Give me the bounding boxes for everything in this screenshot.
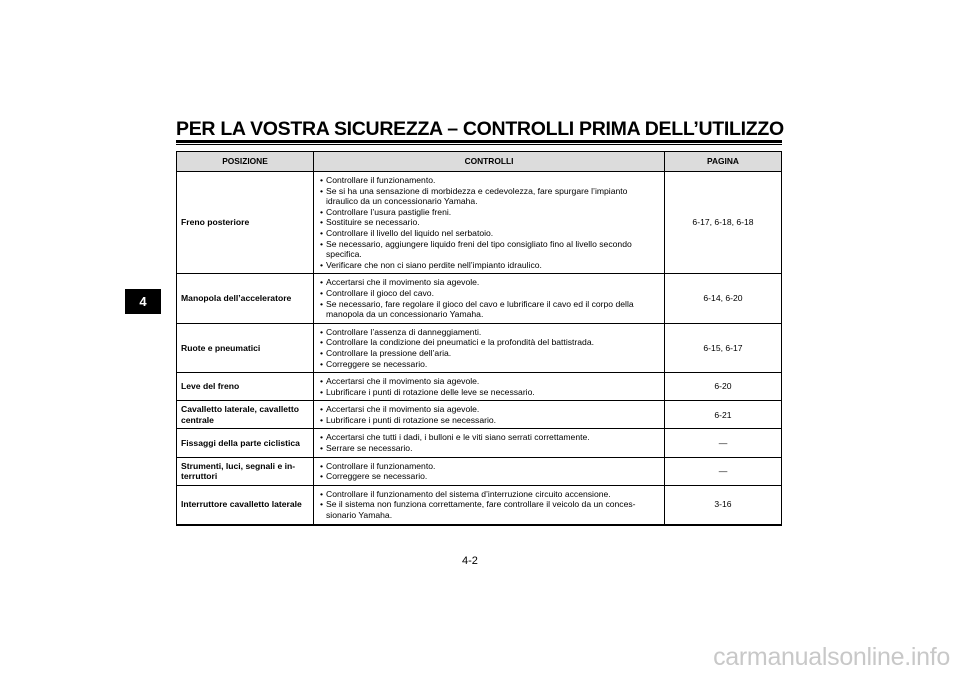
check-item: • Controllare la condizione dei pneumatici e la profondità del battistrada. [318,337,660,348]
checks-list [318,432,660,453]
check-item: • Lubrificare i punti di rotazione delle leve se necessario. [318,387,660,398]
checks-cell [314,485,665,524]
table-body [177,172,782,525]
page-ref-cell: 6-17, 6-18, 6-18 [665,172,782,274]
position-cell: Ruote e pneumatici [177,323,314,372]
check-item: • Sostituire se necessario. [318,217,660,228]
position-cell: Leve del freno [177,373,314,401]
checks-list [318,404,660,425]
page-ref-cell: 6-15, 6-17 [665,323,782,372]
check-item: • Controllare il funzionamento del sistema d’interruzione circuito accensione. [318,489,660,500]
checks-list [318,277,660,319]
position-cell: Manopola dell’acceleratore [177,274,314,323]
checks-list [318,376,660,397]
checks-cell [314,172,665,274]
check-item: • Lubrificare i punti di rotazione se necessario. [318,415,660,426]
checks-cell [314,323,665,372]
check-item: • Serrare se necessario. [318,443,660,454]
page-number: 4-2 [462,555,478,567]
page-title: PER LA VOSTRA SICUREZZA – CONTROLLI PRIMA DELL’UTILIZZO [176,118,784,140]
page-ref-cell: 6-20 [665,373,782,401]
checks-list [318,175,660,270]
check-item: • Controllare il funzionamento. [318,461,660,472]
check-item: • Controllare il gioco del cavo. [318,288,660,299]
position-cell: Strumenti, luci, segnali e in-terruttori [177,457,314,485]
table-row [177,373,782,401]
title-rule [176,140,782,143]
check-item: • Controllare l’usura pastiglie freni. [318,207,660,218]
checks-cell [314,274,665,323]
column-header-checks: CONTROLLI [314,152,665,172]
check-item: • Accertarsi che tutti i dadi, i bulloni e le viti siano serrati correttamente. [318,432,660,443]
check-item: • Controllare l’assenza di danneggiamenti. [318,327,660,338]
page-ref-cell: — [665,457,782,485]
page-ref-cell: 6-14, 6-20 [665,274,782,323]
check-item: • Accertarsi che il movimento sia agevole. [318,404,660,415]
check-item: • Se necessario, fare regolare il gioco del cavo e lubrificare il cavo ed il corpo della manopola da un concessionario Yamaha. [318,299,660,320]
table-row [177,429,782,457]
checks-cell [314,401,665,429]
check-item: • Se necessario, aggiungere liquido freni del tipo consigliato fino al livello secondo specifica. [318,239,660,260]
page-ref-cell: 3-16 [665,485,782,524]
checks-cell [314,373,665,401]
title-rule-thin [176,144,782,145]
table-row [177,457,782,485]
checks-list [318,489,660,521]
check-item: • Se si ha una sensazione di morbidezza e cedevolezza, fare spurgare l’impianto idraulico da un concessionario Yamaha. [318,186,660,207]
table-row [177,172,782,274]
position-cell: Cavalletto laterale, cavalletto centrale [177,401,314,429]
table-row [177,274,782,323]
check-item: • Controllare il livello del liquido nel serbatoio. [318,228,660,239]
column-header-page: PAGINA [665,152,782,172]
check-item: • Controllare il funzionamento. [318,175,660,186]
column-header-position: POSIZIONE [177,152,314,172]
position-cell: Interruttore cavalletto laterale [177,485,314,524]
table-header-row [177,152,782,172]
position-cell: Fissaggi della parte ciclistica [177,429,314,457]
check-item: • Accertarsi che il movimento sia agevole. [318,376,660,387]
checks-list [318,327,660,369]
checks-cell [314,457,665,485]
checks-cell [314,429,665,457]
check-item: • Accertarsi che il movimento sia agevole. [318,277,660,288]
check-item: • Controllare la pressione dell’aria. [318,348,660,359]
check-item: • Se il sistema non funziona correttamente, fare controllare il veicolo da un conces-sionario Yamaha. [318,499,660,520]
page-ref-cell: 6-21 [665,401,782,429]
check-item: • Correggere se necessario. [318,471,660,482]
table-row [177,485,782,524]
checks-table [176,151,782,526]
table-row [177,323,782,372]
table-row [177,401,782,429]
page-ref-cell: — [665,429,782,457]
chapter-tab: 4 [125,289,161,314]
check-item: • Verificare che non ci siano perdite nell’impianto idraulico. [318,260,660,271]
position-cell: Freno posteriore [177,172,314,274]
checks-list [318,461,660,482]
watermark: carmanualsonline.info [713,643,950,671]
check-item: • Correggere se necessario. [318,359,660,370]
